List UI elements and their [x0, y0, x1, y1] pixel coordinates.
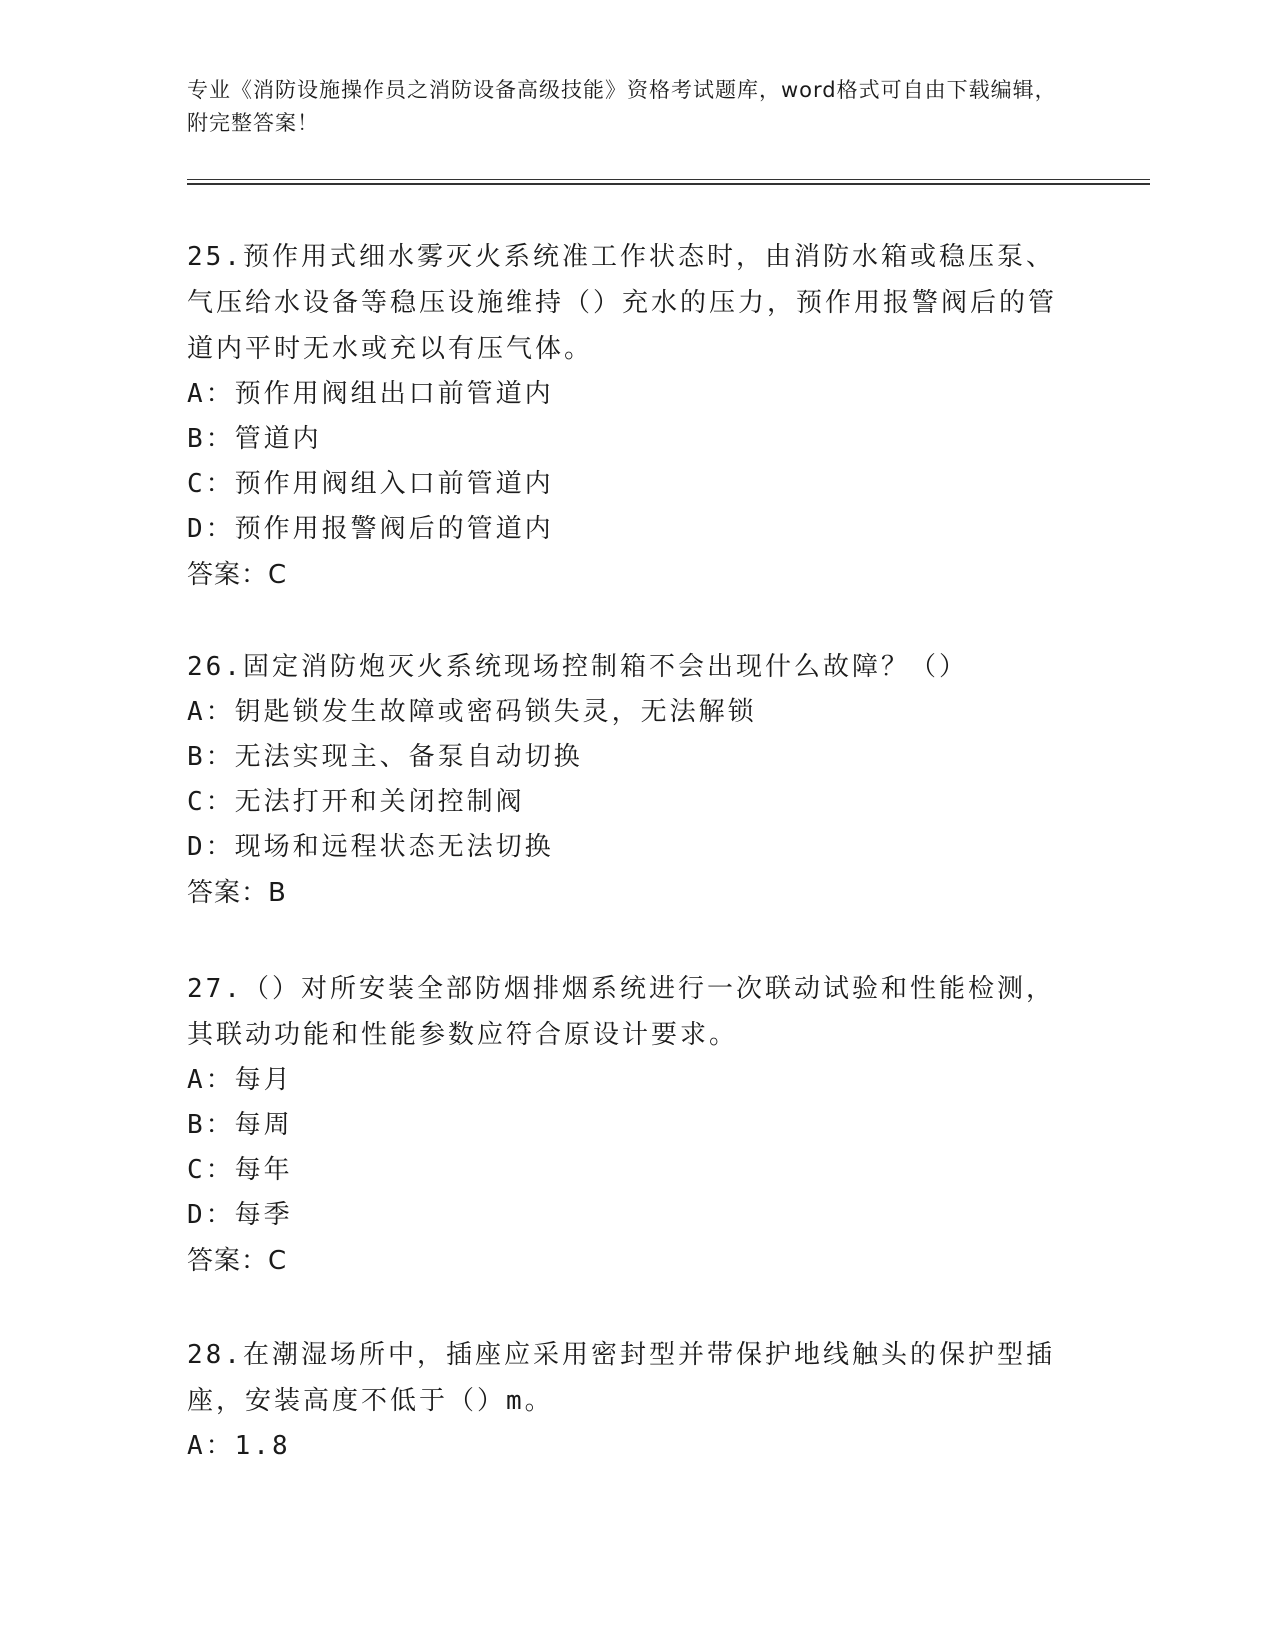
question-26: [187, 644, 1067, 916]
question-stem: 25.预作用式细水雾灭火系统准工作状态时，由消防水箱或稳压泵、气压给水设备等稳压设施维持（）充水的压力，预作用报警阀后的管道内平时无水或充以有压气体。: [187, 242, 1058, 364]
option-d: D：现场和远程状态无法切换: [187, 832, 554, 862]
option-d: D：预作用报警阀后的管道内: [187, 514, 554, 544]
option-a: A：1.8: [187, 1431, 291, 1461]
header-divider-thick: [187, 183, 1150, 185]
option-b: B：无法实现主、备泵自动切换: [187, 742, 583, 772]
question-25: [187, 234, 1067, 598]
header-divider-thin: [187, 179, 1150, 180]
option-c: C：预作用阀组入口前管道内: [187, 469, 554, 499]
option-a: A：预作用阀组出口前管道内: [187, 379, 554, 409]
option-d: D：每季: [187, 1200, 293, 1230]
answer-line: 答案：C: [187, 1246, 288, 1276]
document-header: 专业《消防设施操作员之消防设备高级技能》资格考试题库，word格式可自由下载编辑，附完整答案！: [187, 78, 1057, 135]
option-b: B：每周: [187, 1110, 293, 1140]
option-a: A：钥匙锁发生故障或密码锁失灵，无法解锁: [187, 697, 757, 727]
question-stem: 27.（）对所安装全部防烟排烟系统进行一次联动试验和性能检测，其联动功能和性能参数应符合原设计要求。: [187, 974, 1055, 1050]
option-a: A：每月: [187, 1065, 293, 1095]
question-28: [187, 1332, 1067, 1469]
option-c: C：无法打开和关闭控制阀: [187, 787, 525, 817]
answer-line: 答案：B: [187, 878, 287, 908]
question-stem: 28.在潮湿场所中，插座应采用密封型并带保护地线触头的保护型插座，安装高度不低于（）m。: [187, 1340, 1055, 1416]
question-stem: 26.固定消防炮灭火系统现场控制箱不会出现什么故障？（）: [187, 652, 968, 682]
answer-line: 答案：C: [187, 560, 288, 590]
option-c: C：每年: [187, 1155, 293, 1185]
option-b: B：管道内: [187, 424, 322, 454]
question-27: [187, 966, 1067, 1284]
